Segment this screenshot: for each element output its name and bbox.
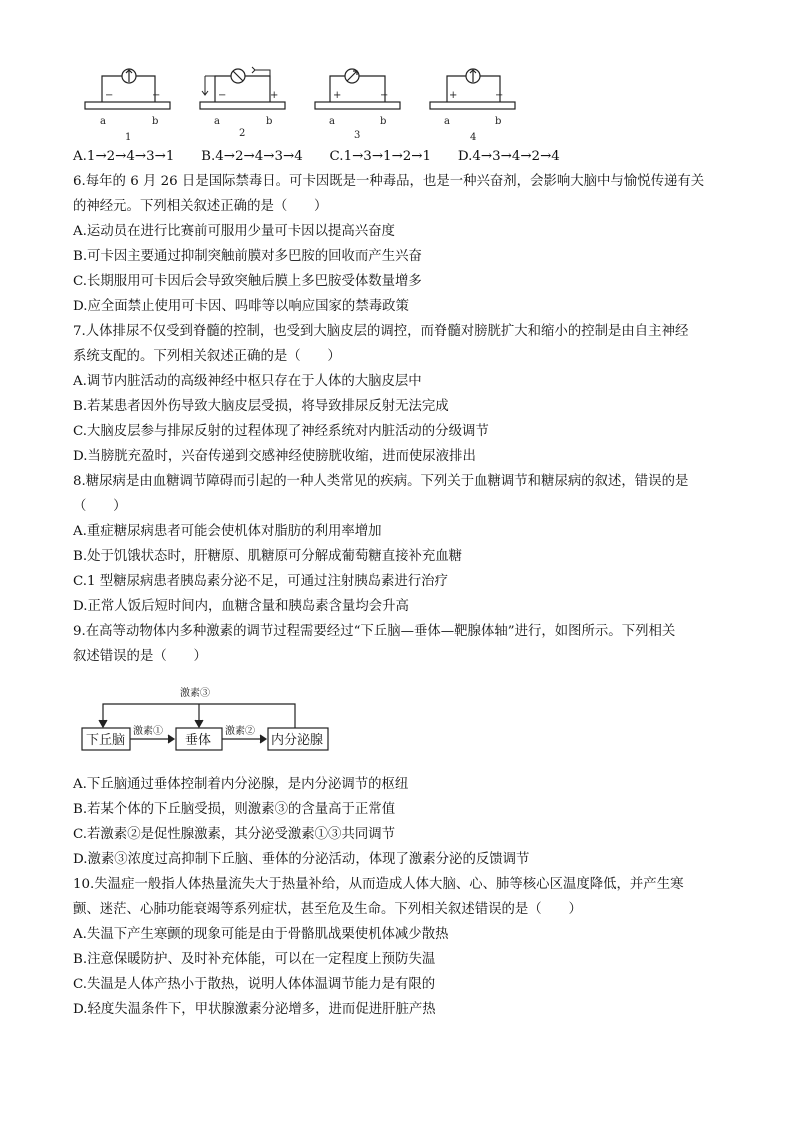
q8-option-c: C.1 型糖尿病患者胰岛素分泌不足，可通过注射胰岛素进行治疗 <box>73 574 448 589</box>
q6-stem-line2: 的神经元。下列相关叙述正确的是（ ） <box>73 199 328 214</box>
svg-text:a: a <box>329 116 335 127</box>
svg-text:b: b <box>495 116 502 127</box>
q10-option-a: A.失温下产生寒颤的现象可能是由于骨骼肌战栗使机体减少散热 <box>73 927 449 942</box>
svg-text:内分泌腺: 内分泌腺 <box>271 733 324 748</box>
svg-text:3: 3 <box>354 130 361 141</box>
svg-text:2: 2 <box>239 128 246 139</box>
svg-text:−: − <box>495 90 504 101</box>
q8-stem-line2: （ ） <box>73 499 127 514</box>
q9-stem-line1: 9.在高等动物体内多种激素的调节过程需要经过“下丘脑—垂体—靶腺体轴”进行，如图所示。下列相关 <box>73 624 676 639</box>
q9-option-d: D.激素③浓度过高抑制下丘脑、垂体的分泌活动，体现了激素分泌的反馈调节 <box>73 852 530 867</box>
q6-stem-line1: 6.每年的 6 月 26 日是国际禁毒日。可卡因既是一种毒品，也是一种兴奋剂，会影响大脑中与愉悦传递有关 <box>73 174 705 189</box>
q7-stem-line1: 7.人体排尿不仅受到脊髓的控制，也受到大脑皮层的调控，而脊髓对膀胱扩大和缩小的控制是由自主神经 <box>73 324 689 339</box>
galvanometer-figure <box>80 62 530 142</box>
svg-text:b: b <box>266 116 273 127</box>
svg-text:a: a <box>214 116 220 127</box>
q7-option-a: A.调节内脏活动的高级神经中枢只存在于人体的大脑皮层中 <box>73 374 422 389</box>
q10-stem-line1: 10.失温症一般指人体热量流失大于热量补给，从而造成人体大脑、心、肺等核心区温度降低，并产生寒 <box>73 877 684 892</box>
q6-option-a: A.运动员在进行比赛前可服用少量可卡因以提高兴奋度 <box>73 224 395 239</box>
svg-text:−: − <box>152 90 161 101</box>
axis-diagram <box>80 680 340 760</box>
q9-option-b: B.若某个体的下丘脑受损，则激素③的含量高于正常值 <box>73 802 396 817</box>
q7-option-b: B.若某患者因外伤导致大脑皮层受损，将导致排尿反射无法完成 <box>73 399 449 414</box>
svg-text:a: a <box>100 116 106 127</box>
svg-text:−: − <box>380 90 389 101</box>
q10-option-b: B.注意保暖防护、及时补充体能，可以在一定程度上预防失温 <box>73 952 436 967</box>
q7-option-c: C.大脑皮层参与排尿反射的过程体现了神经系统对内脏活动的分级调节 <box>73 424 489 439</box>
svg-text:下丘脑: 下丘脑 <box>86 733 126 748</box>
q5-options: A.1→2→4→3→1 B.4→2→4→3→4 C.1→3→1→2→1 D.4→3→4→2→4 <box>73 149 560 164</box>
svg-text:激素③: 激素③ <box>180 688 210 699</box>
q7-option-d: D.当膀胱充盈时，兴奋传递到交感神经使膀胱收缩，进而使尿液排出 <box>73 449 476 464</box>
q9-stem-line2: 叙述错误的是（ ） <box>73 649 207 664</box>
q10-option-c: C.失温是人体产热小于散热，说明人体体温调节能力是有限的 <box>73 977 436 992</box>
svg-text:激素②: 激素② <box>225 726 255 737</box>
q8-option-b: B.处于饥饿状态时，肝糖原、肌糖原可分解成葡萄糖直接补充血糖 <box>73 549 463 564</box>
q6-option-b: B.可卡因主要通过抑制突触前膜对多巴胺的回收而产生兴奋 <box>73 249 422 264</box>
q7-stem-line2: 系统支配的。下列相关叙述正确的是（ ） <box>73 349 341 364</box>
q8-option-d: D.正常人饭后短时间内，血糖含量和胰岛素含量均会升高 <box>73 599 409 614</box>
q6-option-d: D.应全面禁止使用可卡因、吗啡等以响应国家的禁毒政策 <box>73 299 409 314</box>
svg-text:+: + <box>333 90 342 101</box>
q10-stem-line2: 颤、迷茫、心肺功能衰竭等系列症状，甚至危及生命。下列相关叙述错误的是（ ） <box>73 902 582 917</box>
svg-text:激素①: 激素① <box>133 726 163 737</box>
svg-text:4: 4 <box>470 132 477 142</box>
q8-stem-line1: 8.糖尿病是由血糖调节障碍而引起的一种人类常见的疾病。下列关于血糖调节和糖尿病的叙述，错误的是 <box>73 474 689 489</box>
q8-option-a: A.重症糖尿病患者可能会使机体对脂肪的利用率增加 <box>73 524 382 539</box>
svg-text:+: + <box>449 90 458 101</box>
q9-option-c: C.若激素②是促性腺激素，其分泌受激素①③共同调节 <box>73 827 396 842</box>
svg-text:+: + <box>270 90 279 101</box>
svg-text:垂体: 垂体 <box>185 733 212 748</box>
svg-text:a: a <box>444 116 450 127</box>
q10-option-d: D.轻度失温条件下，甲状腺激素分泌增多，进而促进肝脏产热 <box>73 1002 436 1017</box>
svg-text:b: b <box>380 116 387 127</box>
svg-text:b: b <box>152 116 159 127</box>
q9-option-a: A.下丘脑通过垂体控制着内分泌腺，是内分泌调节的枢纽 <box>73 777 409 792</box>
svg-text:1: 1 <box>125 132 132 142</box>
svg-text:−: − <box>218 90 227 101</box>
q6-option-c: C.长期服用可卡因后会导致突触后膜上多巴胺受体数量增多 <box>73 274 422 289</box>
svg-text:−: − <box>105 90 114 101</box>
